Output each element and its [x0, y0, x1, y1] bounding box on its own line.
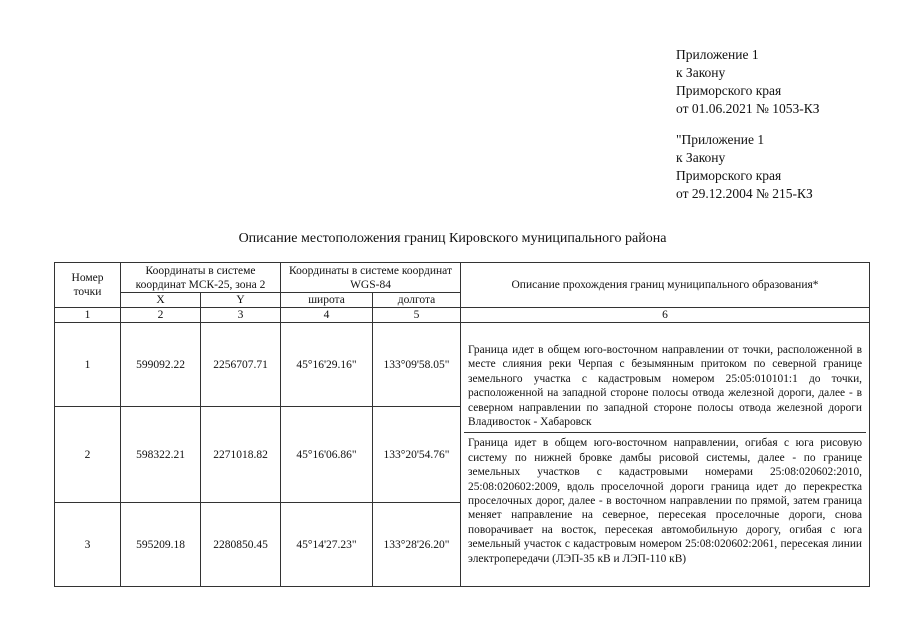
coord-y: 2280850.45 — [201, 503, 281, 587]
coord-x: 595209.18 — [121, 503, 201, 587]
coord-longitude: 133°09'58.05" — [373, 323, 461, 407]
coord-y: 2271018.82 — [201, 407, 281, 503]
header-line: от 01.06.2021 № 1053-КЗ — [676, 101, 820, 116]
column-number: 6 — [461, 308, 870, 323]
header-x: X — [121, 293, 201, 308]
appendix-header-current — [676, 46, 896, 118]
boundary-description: Граница идет в общем юго-восточном направлении от точки, расположенной в месте слияния реки Черпая с безымянным притоком по северной границе земельного участка с кадастровым номером 25:05:010101:1 до точки, расположенной на западной стороне полосы отвода железной дороги, далее - в северном направлении по западной стороне полосы отвода железной дороги Владивосток - Хабаровск — [464, 340, 866, 433]
header-msk-coords: Координаты в системе координат МСК-25, зона 2 — [121, 263, 281, 293]
header-line: Приморского края — [676, 168, 782, 183]
column-number: 5 — [373, 308, 461, 323]
coord-longitude: 133°20'54.76" — [373, 407, 461, 503]
header-y: Y — [201, 293, 281, 308]
coord-x: 598322.21 — [121, 407, 201, 503]
document-title: Описание местоположения границ Кировского муниципального района — [238, 231, 667, 246]
coord-y: 2256707.71 — [201, 323, 281, 407]
header-line: к Закону — [676, 65, 726, 80]
coord-longitude: 133°28'26.20" — [373, 503, 461, 587]
header-point-number: Номер точки — [55, 263, 121, 308]
coord-latitude: 45°16'06.86" — [281, 407, 373, 503]
header-line: Приложение 1 — [676, 47, 759, 62]
appendix-header-original — [676, 131, 896, 203]
column-number: 4 — [281, 308, 373, 323]
header-wgs-coords: Координаты в системе координат WGS-84 — [281, 263, 461, 293]
coord-latitude: 45°14'27.23" — [281, 503, 373, 587]
header-longitude: долгота — [373, 293, 461, 308]
coord-x: 599092.22 — [121, 323, 201, 407]
coord-latitude: 45°16'29.16" — [281, 323, 373, 407]
header-line: к Закону — [676, 150, 726, 165]
column-number: 3 — [201, 308, 281, 323]
boundary-description: Граница идет в общем юго-восточном направлении, огибая с юга рисовую систему по нижней бровке дамбы рисовой системы, далее - по границе земельных участков с кадастровыми номерами 25:08:020602:2010, 25:08:020602:2009, вдоль проселочной дороги граница идет до перекрестка проселочных дорог, далее - в восточном направлении по прямой, затем граница меняет направление на северное, пересекая проселочные дороги, снова поворачивает на восток, пересекая автомобильную дорогу, огибая с юга земельный участок с кадастровым номером 25:08:020602:2061, пересекая линии электропередачи (ЛЭП-35 кВ и ЛЭП-110 кВ) — [468, 437, 863, 565]
point-number: 2 — [55, 407, 121, 503]
column-number: 2 — [121, 308, 201, 323]
column-number: 1 — [55, 308, 121, 323]
point-number: 3 — [55, 503, 121, 587]
header-latitude: широта — [281, 293, 373, 308]
table-row — [55, 323, 870, 407]
header-line: "Приложение 1 — [676, 132, 765, 147]
point-number: 1 — [55, 323, 121, 407]
header-line: Приморского края — [676, 83, 782, 98]
header-line: от 29.12.2004 № 215-КЗ — [676, 186, 813, 201]
header-description: Описание прохождения границ муниципального образования* — [461, 263, 870, 308]
description-cell — [461, 323, 870, 587]
boundary-table — [54, 262, 870, 587]
